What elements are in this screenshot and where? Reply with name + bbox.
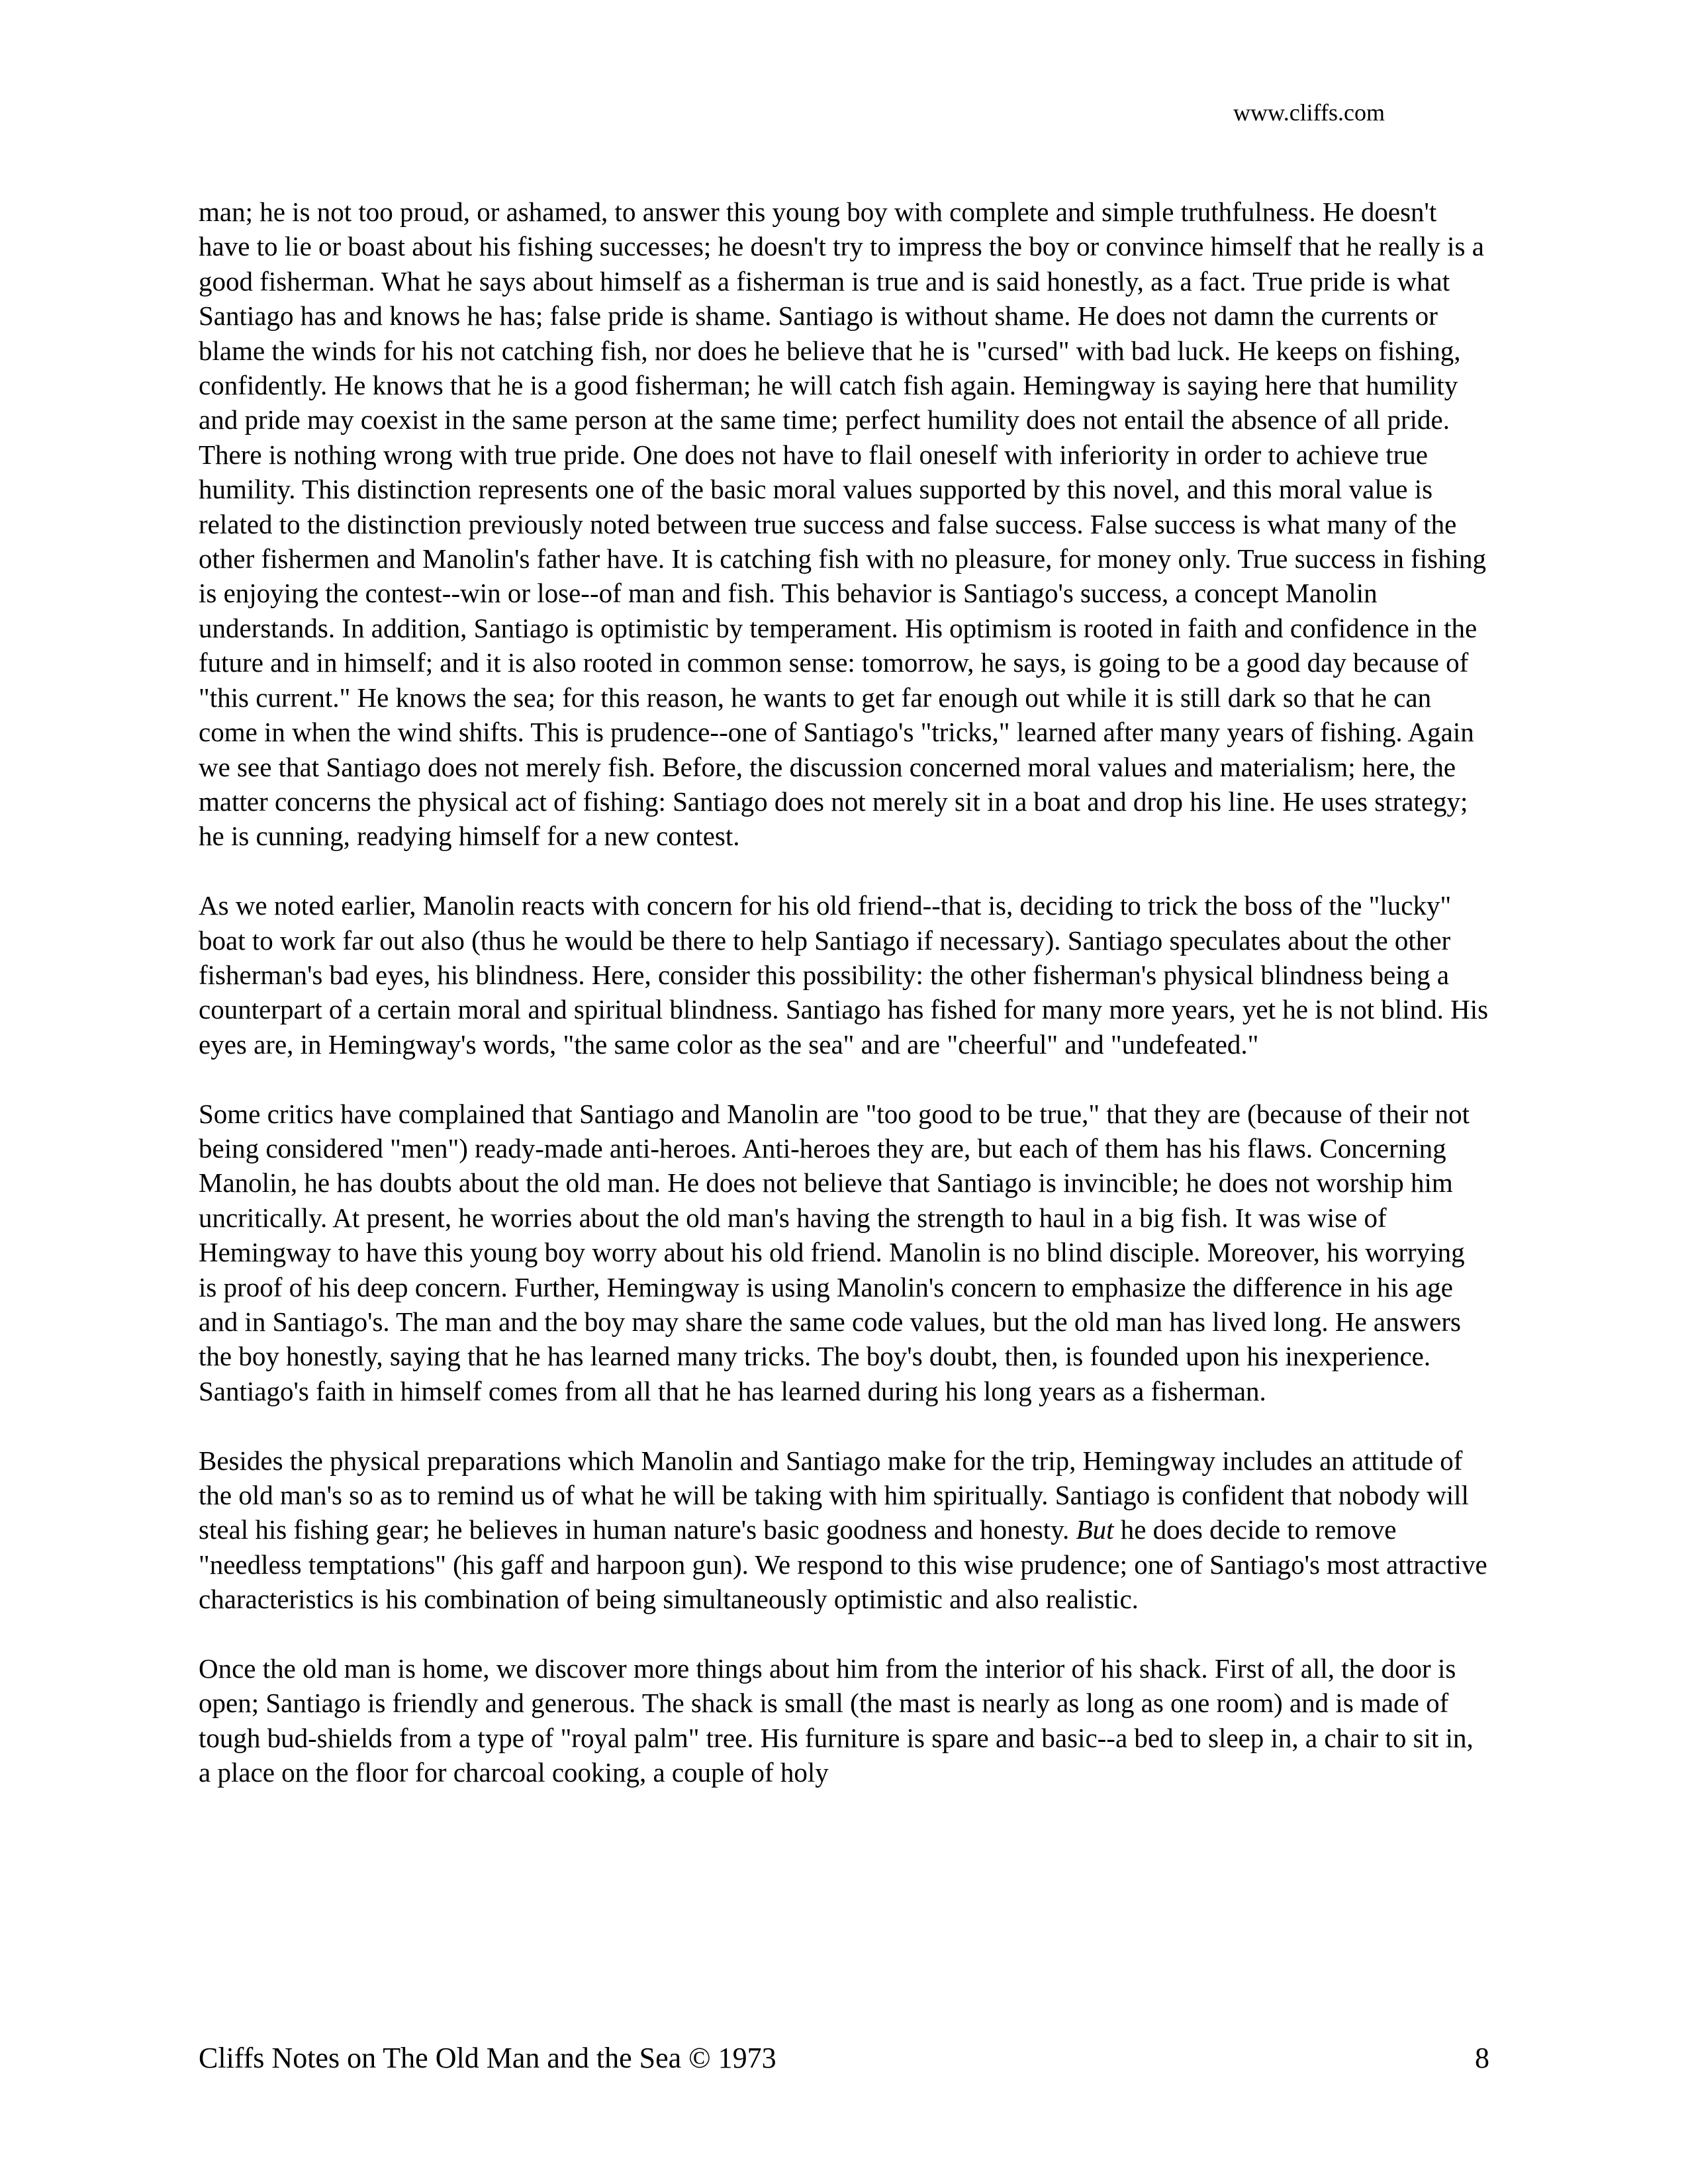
footer-title: Cliffs Notes on The Old Man and the Sea © 1973: [199, 2042, 776, 2074]
paragraph-4-before: Besides the physical preparations which Manolin and Santiago make for the trip, Hemingway includes an attitude of the old man's so as to remind us of what he will be taking with him spiritually. Santiago is confident that nobody will steal his fishing gear; he believes in human nature's basic goodness and honesty.: [199, 1445, 1469, 1545]
paragraph-3: Some critics have complained that Santiago and Manolin are "too good to be true," that they are (because of their not being considered "men") ready-made anti-heroes. Anti-heroes they are, but each of them has his flaws. Concerning Manolin, he has doubts about the old man. He does not believe that Santiago is invincible; he does not worship him uncritically. At present, he worries about the old man's having the strength to haul in a big fish. It was wise of Hemingway to have this young boy worry about his old friend. Manolin is no blind disciple. Moreover, his worrying is proof of his deep concern. Further, Hemingway is using Manolin's concern to emphasize the difference in his age and in Santiago's. The man and the boy may share the same code values, but the old man has lived long. He answers the boy honestly, saying that he has learned many tricks. The boy's doubt, then, is founded upon his inexperience. Santiago's faith in himself comes from all that he has learned during his long years as a fisherman.: [199, 1098, 1470, 1406]
page-number: 8: [1475, 2042, 1489, 2074]
paragraph-4-emphasis: But: [1076, 1514, 1114, 1545]
paragraph-2: As we noted earlier, Manolin reacts with concern for his old friend--that is, deciding to trick the boss of the "lucky" boat to work far out also (thus he would be there to help Santiago if necessary). Santiago speculates about the other fisherman's bad eyes, his blindness. Here, consider this possibility: the other fisherman's physical blindness being a counterpart of a certain moral and spiritual blindness. Santiago has fished for many more years, yet he is not blind. His eyes are, in Hemingway's words, "the same color as the sea" and are "cheerful" and "undefeated.": [199, 890, 1489, 1060]
paragraph-4: [199, 1443, 1489, 1617]
header-url: www.cliffs.com: [1233, 99, 1385, 126]
paragraph-4-after: he does decide to remove "needless temptations" (his gaff and harpoon gun). We respond to this wise prudence; one of Santiago's most attractive characteristics is his combination of being simultaneously optimistic and also realistic.: [199, 1514, 1487, 1615]
article-body: [199, 195, 1489, 1825]
paragraph-1: man; he is not too proud, or ashamed, to answer this young boy with complete and simple truthfulness. He doesn't have to lie or boast about his fishing successes; he doesn't try to impress the boy or convince himself that he really is a good fisherman. What he says about himself as a fisherman is true and is said honestly, as a fact. True pride is what Santiago has and knows he has; false pride is shame. Santiago is without shame. He does not damn the currents or blame the winds for his not catching fish, nor does he believe that he is "cursed" with bad luck. He keeps on fishing, confidently. He knows that he is a good fisherman; he will catch fish again. Hemingway is saying here that humility and pride may coexist in the same person at the same time; perfect humility does not entail the absence of all pride. There is nothing wrong with true pride. One does not have to flail oneself with inferiority in order to achieve true humility. This distinction represents one of the basic moral values supported by this novel, and this moral value is related to the distinction previously noted between true success and false success. False success is what many of the other fishermen and Manolin's father have. It is catching fish with no pleasure, for money only. True success in fishing is enjoying the contest--win or lose--of man and fish. This behavior is Santiago's success, a concept Manolin understands. In addition, Santiago is optimistic by temperament. His optimism is rooted in faith and confidence in the future and in himself; and it is also rooted in common sense: tomorrow, he says, is going to be a good day because of "this current." He knows the sea; for this reason, he wants to get far enough out while it is still dark so that he can come in when the wind shifts. This is prudence--one of Santiago's "tricks," learned after many years of fishing. Again we see that Santiago does not merely fish. Before, the discussion concerned moral values and materialism; here, the matter concerns the physical act of fishing: Santiago does not merely sit in a boat and drop his line. He uses strategy; he is cunning, readying himself for a new contest.: [199, 197, 1486, 852]
page-header: [1119, 98, 1385, 127]
paragraph-5: Once the old man is home, we discover more things about him from the interior of his shack. First of all, the door is open; Santiago is friendly and generous. The shack is small (the mast is nearly as long as one room) and is made of tough bud-shields from a type of "royal palm" tree. His furniture is spare and basic--a bed to sleep in, a chair to sit in, a place on the floor for charcoal cooking, a couple of holy: [199, 1653, 1474, 1788]
